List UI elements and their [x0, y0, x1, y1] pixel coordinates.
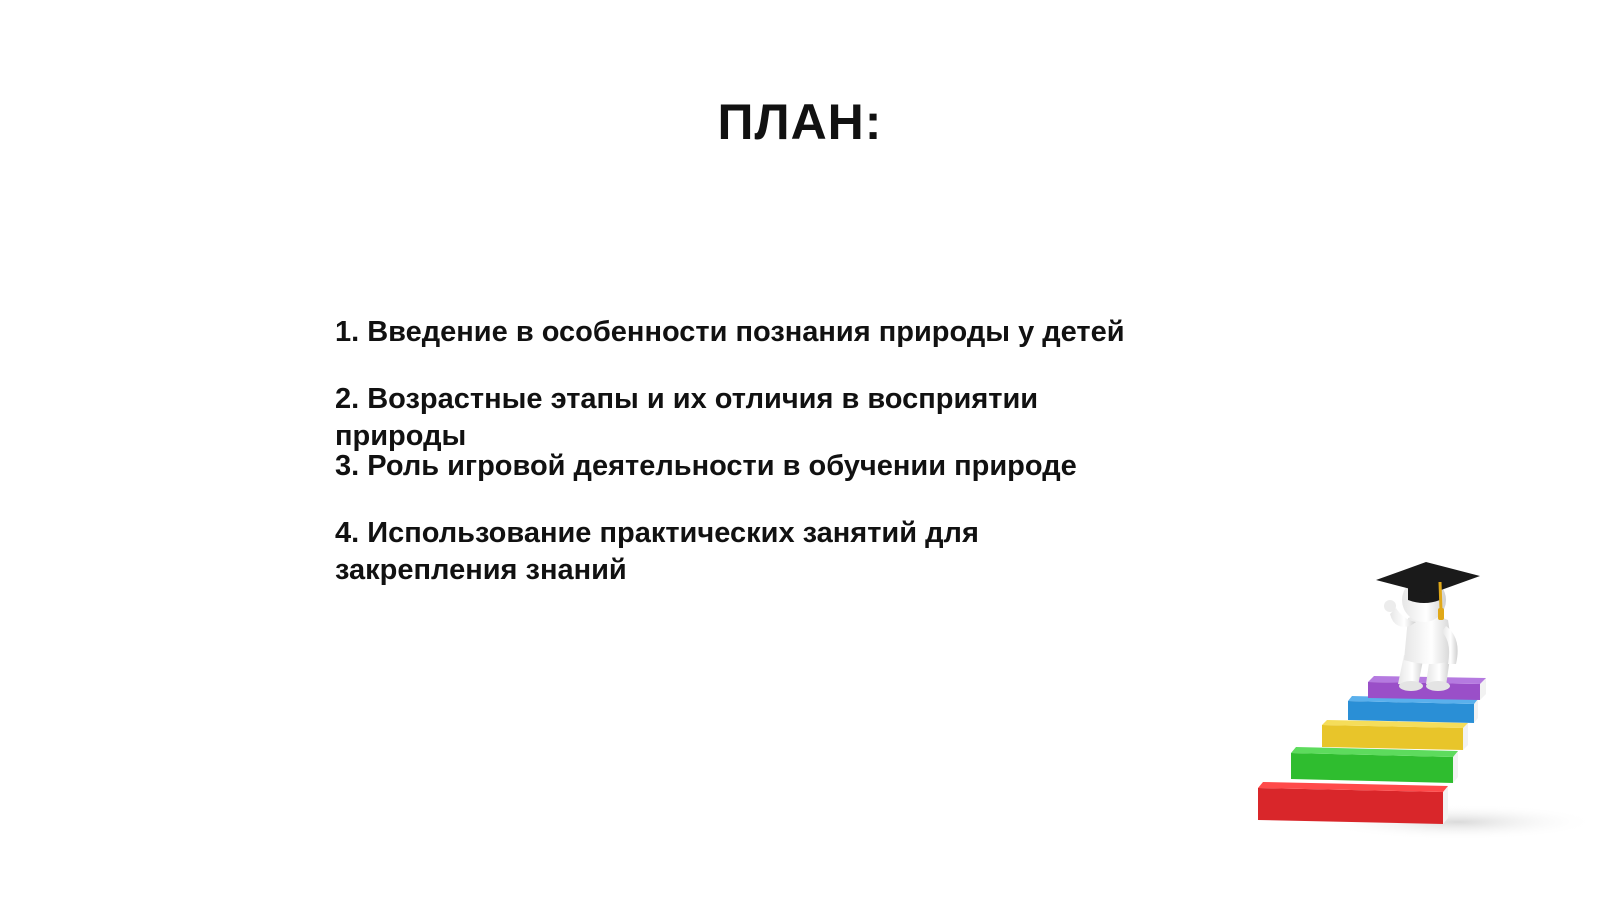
slide-title: ПЛАН:	[717, 94, 883, 150]
blue-book	[1348, 696, 1478, 723]
red-book	[1258, 782, 1448, 824]
plan-item-2: 2. Возрастные этапы и их отличия в восприятии природы	[335, 383, 1039, 452]
plan-item-4: 4. Использование практических занятий для закрепления знаний	[335, 517, 979, 586]
plan-item-3: 3. Роль игровой деятельности в обучении природе	[335, 450, 1077, 482]
yellow-book	[1322, 720, 1468, 750]
plan-item-1: 1. Введение в особенности познания природы у детей	[335, 316, 1125, 348]
graduate-figure	[1376, 562, 1480, 691]
graduate-on-books-icon	[1258, 560, 1600, 860]
green-book	[1291, 747, 1458, 783]
